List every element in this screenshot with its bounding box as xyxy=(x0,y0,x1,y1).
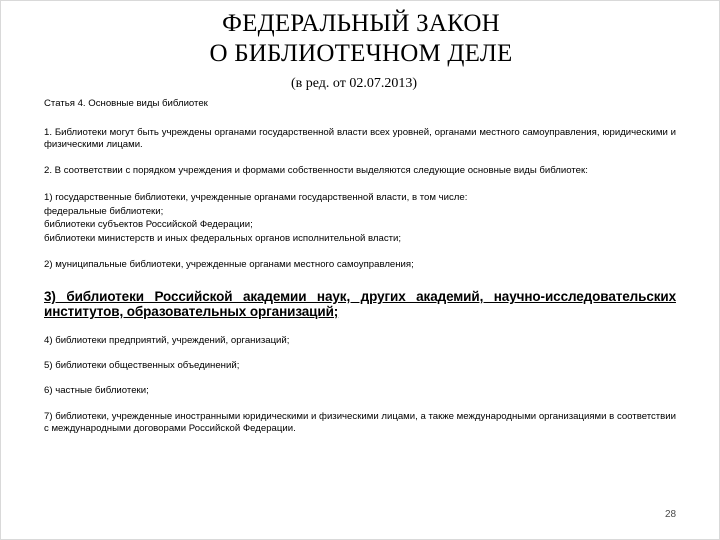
paragraph-9: 7) библиотеки, учрежденные иностранными юридическими и физическими лицами, а также международными организациями в соответствии с международными договорами Российской Федерации. xyxy=(44,411,676,434)
article-body xyxy=(44,98,676,435)
edition-note: (в ред. от 02.07.2013) xyxy=(291,76,418,91)
list-item: библиотеки субъектов Российской Федерации; xyxy=(44,219,253,230)
title-line-1: ФЕДЕРАЛЬНЫЙ ЗАКОН xyxy=(222,10,500,37)
paragraph-4: 2) муниципальные библиотеки, учрежденные органами местного самоуправления; xyxy=(44,259,414,270)
paragraph-2: 2. В соответствии с порядком учреждения и формами собственности выделяются следующие основные виды библиотек: xyxy=(44,165,588,176)
list-item: федеральные библиотеки; xyxy=(44,205,164,217)
list-item: библиотеки министерств и иных федеральных органов исполнительной власти; xyxy=(44,232,402,244)
document-title xyxy=(1,9,720,69)
paragraph-7: 5) библиотеки общественных объединений; xyxy=(44,360,240,371)
paragraph-8: 6) частные библиотеки; xyxy=(44,385,149,396)
paragraph-1: 1. Библиотеки могут быть учреждены органами государственной власти всех уровней, органами местного самоуправления, юридическими и физическими лицами. xyxy=(44,127,676,150)
article-heading: Статья 4. Основные виды библиотек xyxy=(44,98,208,109)
paragraph-3-intro: 1) государственные библиотеки, учрежденные органами государственной власти, в том числе: xyxy=(44,192,468,203)
paragraph-5-highlighted: 3) библиотеки Российской академии наук, других академий, научно-исследовательских институтов, образовательных организаций; xyxy=(44,289,676,319)
title-line-2: О БИБЛИОТЕЧНОМ ДЕЛЕ xyxy=(209,40,513,67)
page-number: 28 xyxy=(665,509,677,520)
paragraph-6: 4) библиотеки предприятий, учреждений, организаций; xyxy=(44,335,290,346)
paragraph-3 xyxy=(44,191,676,245)
